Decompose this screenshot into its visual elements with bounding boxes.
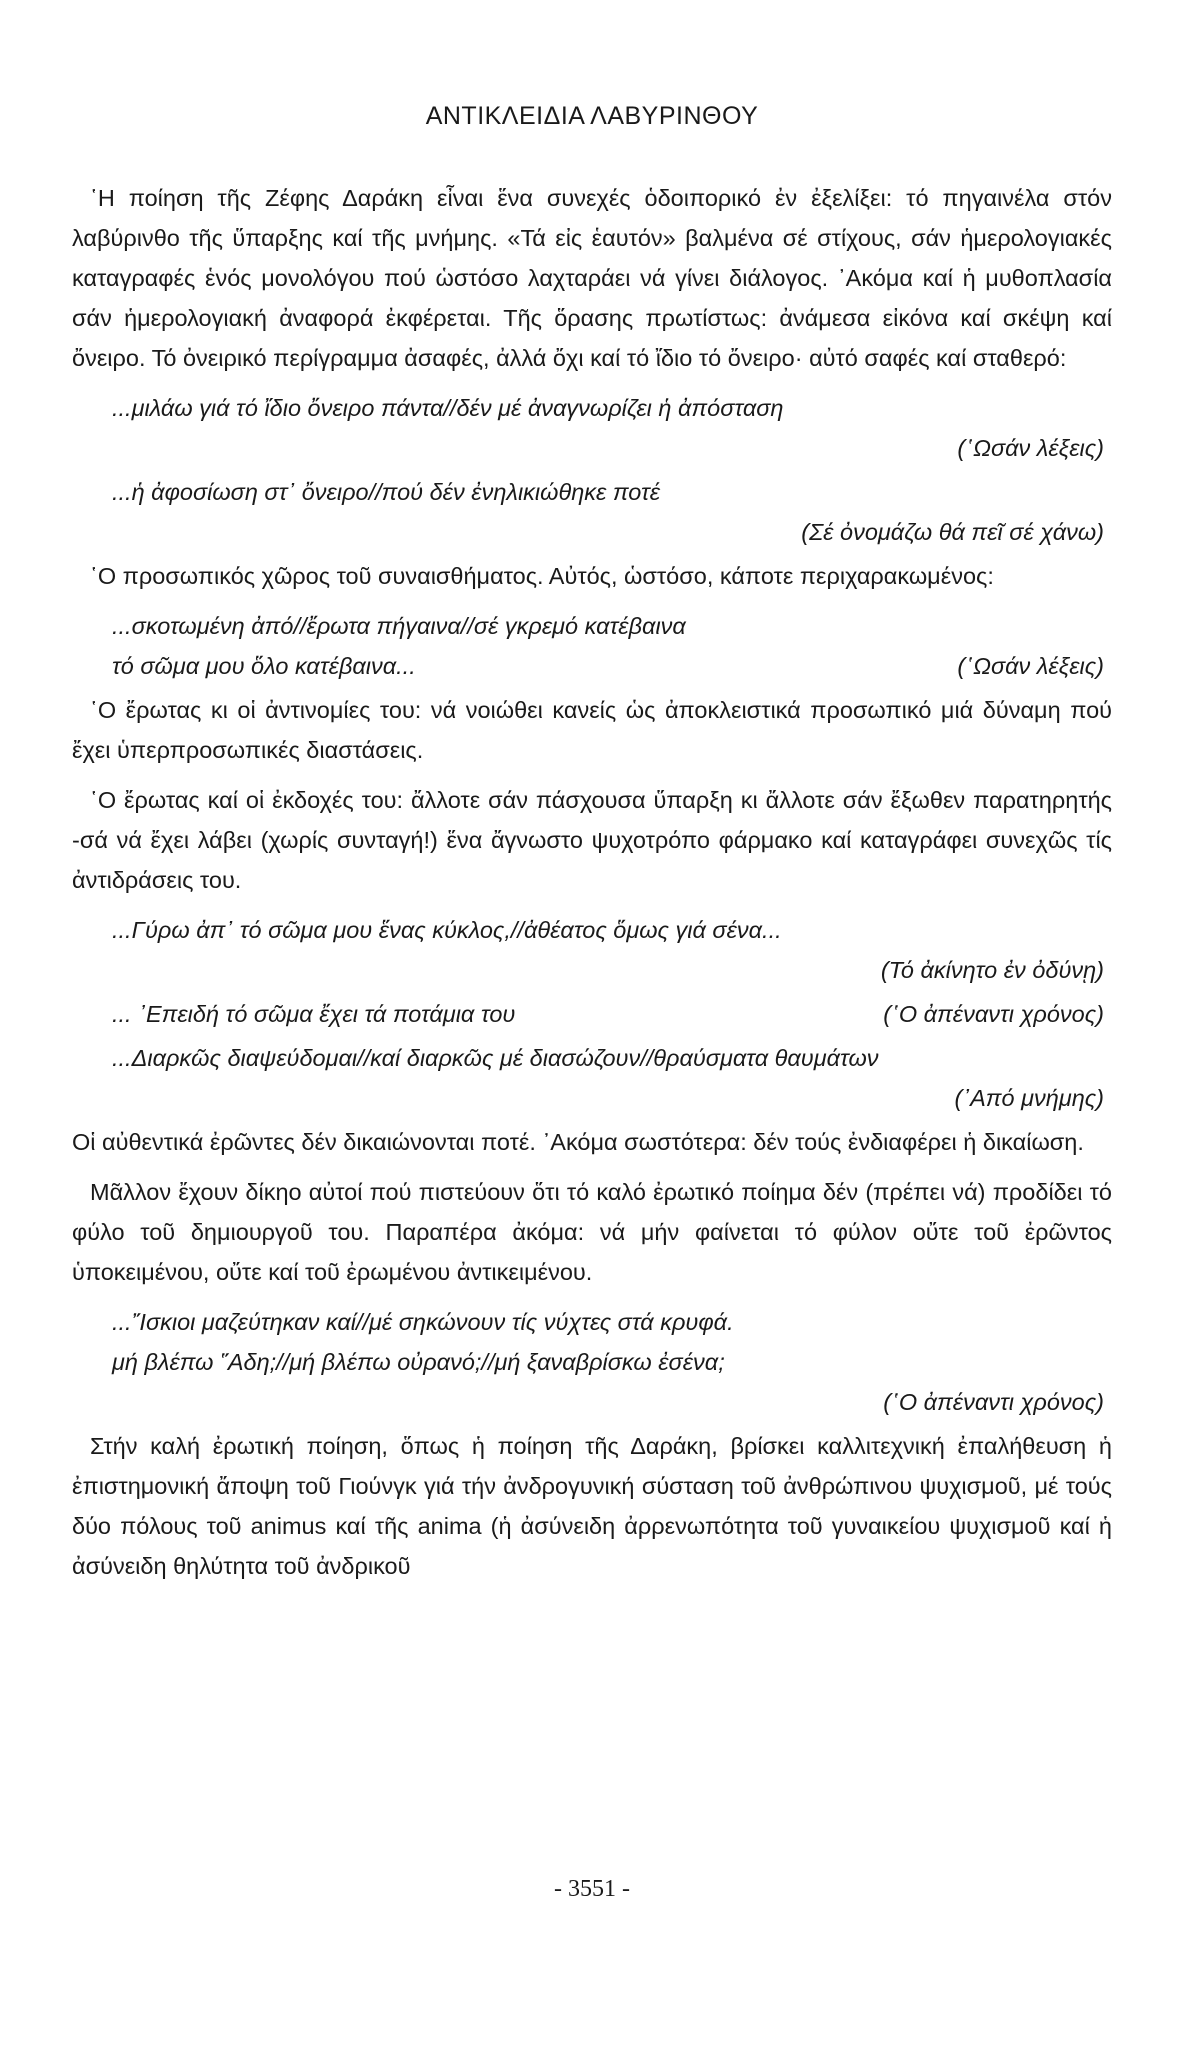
running-title: ΑΝΤΙΚΛΕΙΔΙΑ ΛΑΒΥΡΙΝΘΟΥ: [425, 102, 759, 130]
quote-source: (῾Ωσάν λέξεις): [957, 653, 1104, 679]
quote-source: (῾Ο ἀπέναντι χρόνος): [883, 1001, 1104, 1027]
quote-verse: τό σῶμα μου ὅλο κατέβαινα...: [112, 653, 416, 679]
paragraph-eros-versions: ῾Ο ἔρωτας καί οἱ ἐκδοχές του: ἄλλοτε σάν πάσχουσα ὕπαρξη κι ἄλλοτε σάν ἔξωθεν παρατηρητής -σά νά ἔχει λάβει (χωρίς συνταγή!) ἕνα ἄγνωστο ψυχοτρόπο φάρμακο καί καταγράφει συνεχῶς τίς ἀντιδράσεις του.: [72, 787, 1112, 893]
quote-verse: ...ἡ ἀφοσίωση στ᾿ ὄνειρο//πού δέν ἐνηλικιώθηκε ποτέ: [112, 479, 661, 505]
quote-source: (Τό ἀκίνητο ἐν ὀδύνῃ): [880, 957, 1104, 983]
paragraph-gender: Μᾶλλον ἔχουν δίκηο αὐτοί πού πιστεύουν ὅτι τό καλό ἐρωτικό ποίημα δέν (πρέπει νά) προδίδει τό φύλο τοῦ δημιουργοῦ του. Παραπέρα ἀκόμα: νά μήν φαίνεται τό φύλον οὔτε τοῦ ἐρῶντος ὑποκειμένου, οὔτε καί τοῦ ἐρωμένου ἀντικειμένου.: [72, 1179, 1112, 1285]
quote-verse: ...῎Ισκιοι μαζεύτηκαν καί//μέ σηκώνουν τίς νύχτες στά κρυφά.: [112, 1309, 734, 1335]
paragraph-lovers: Οἱ αὐθεντικά ἐρῶντες δέν δικαιώνονται ποτέ. ᾿Ακόμα σωστότερα: δέν τούς ἐνδιαφέρει ἡ δικαίωση.: [72, 1129, 1084, 1155]
quote-source: (῾Ωσάν λέξεις): [957, 435, 1104, 461]
paragraph-personal-space: ῾Ο προσωπικός χῶρος τοῦ συναισθήματος. Αὐτός, ὡστόσο, κάποτε περιχαρακωμένος:: [90, 563, 994, 589]
quote-source: (῾Ο ἀπέναντι χρόνος): [883, 1389, 1104, 1415]
quote-verse: ...Γύρω ἀπ᾿ τό σῶμα μου ἕνας κύκλος,//ἀθέατος ὅμως γιά σένα...: [112, 917, 782, 943]
quote-verse: μή βλέπω ῞Αδη;//μή βλέπω οὐρανό;//μή ξαναβρίσκω ἐσένα;: [112, 1349, 725, 1375]
quote-verse: ... ᾿Επειδή τό σῶμα ἔχει τά ποτάμια του: [112, 1001, 516, 1027]
quote-verse: ...μιλάω γιά τό ἴδιο ὄνειρο πάντα//δέν μέ ἀναγνωρίζει ἡ ἀπόσταση: [112, 395, 784, 421]
quote-with-source: [72, 994, 1112, 1038]
quote-verse: ...σκοτωμένη ἀπό//ἔρωτα πήγαινα//σέ γκρεμό κατέβαινα: [112, 613, 686, 639]
quote-with-source: [72, 646, 1112, 690]
quote-verse: ...Διαρκῶς διαψεύδομαι//καί διαρκῶς μέ διασώζουν//θραύσματα θαυμάτων: [112, 1045, 879, 1071]
quote-source: (᾿Από μνήμης): [954, 1085, 1104, 1111]
paragraph-eros-antinomies: ῾Ο ἔρωτας κι οἱ ἀντινομίες του: νά νοιώθει κανείς ὡς ἀποκλειστικά προσωπικό μιά δύναμη πού ἔχει ὑπερπροσωπικές διαστάσεις.: [72, 697, 1112, 763]
page-number: - 3551 -: [554, 1876, 630, 1902]
paragraph-jung: Στήν καλή ἐρωτική ποίηση, ὅπως ἡ ποίηση τῆς Δαράκη, βρίσκει καλλιτεχνική ἐπαλήθευση ἡ ἐπιστημονική ἄποψη τοῦ Γιούνγκ γιά τήν ἀνδρογυνική σύσταση τοῦ ἀνθρώπινου ψυχισμοῦ, μέ τούς δύο πόλους τοῦ animus καί τῆς anima (ἡ ἀσύνειδη ἀρρενωπότητα τοῦ γυναικείου ψυχισμοῦ καί ἡ ἀσύνειδη θηλύτητα τοῦ ἀνδρικοῦ: [72, 1433, 1112, 1579]
body-text: [72, 178, 1112, 1596]
quote-source: (Σέ ὀνομάζω θά πεῖ σέ χάνω): [801, 519, 1104, 545]
paragraph-intro: ῾Η ποίηση τῆς Ζέφης Δαράκη εἶναι ἕνα συνεχές ὁδοιπορικό ἐν ἐξελίξει: τό πηγαινέλα στόν λαβύρινθο τῆς ὕπαρξης καί τῆς μνήμης. «Τά εἰς ἑαυτόν» βαλμένα σέ στίχους, σάν ἡμερολογιακές καταγραφές ἑνός μονολόγου πού ὡστόσο λαχταράει νά γίνει διάλογος. ᾿Ακόμα καί ἡ μυθοπλασία σάν ἡμερολογιακή ἀναφορά ἐκφέρεται. Τῆς ὅρασης πρωτίστως: ἀνάμεσα εἰκόνα καί σκέψη καί ὄνειρο. Τό ὀνειρικό περίγραμμα ἀσαφές, ἀλλά ὄχι καί τό ἴδιο τό ὄνειρο· αὐτό σαφές καί σταθερό:: [72, 185, 1112, 371]
